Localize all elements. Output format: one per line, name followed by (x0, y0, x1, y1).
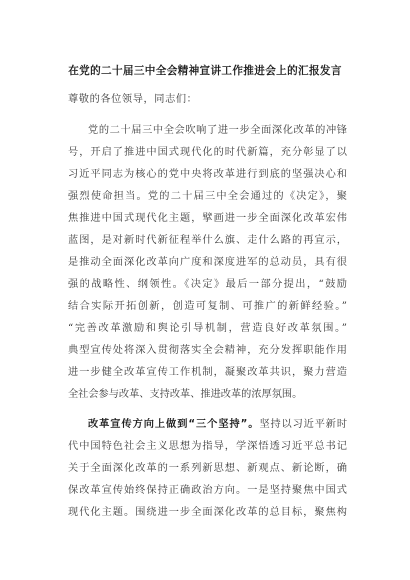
paragraph-line: “完善改革激励和舆论引导机制，营造良好改革氛围。” (68, 323, 347, 334)
paragraph-line: 蓝图，是对新时代新征程举什么旗、走什么路的再宣示， (68, 235, 347, 246)
paragraph-line: 是推动全面深化改革向广度和深度进军的总动员，具有很 (68, 257, 347, 268)
paragraph-line: 进一步健全改革宣传工作机制，凝聚改革共识，聚力营造 (68, 367, 347, 378)
paragraph-line: 党的二十届三中全会吹响了进一步全面深化改革的冲锋 (88, 125, 347, 136)
paragraph-line: 关于全面深化改革的一系列新思想、新观点、新论断，确 (68, 463, 347, 474)
paragraph-lead-line (88, 418, 347, 432)
paragraph-line: 保改革宣传始终保持正确政治方向。一是坚持聚焦中国式 (68, 485, 347, 496)
paragraph-line: 现代化主题。围绕进一步全面深化改革的总目标，聚焦构 (68, 507, 347, 518)
paragraph-line: 全社会参与改革、支持改革、推进改革的浓厚氛围。 (68, 389, 303, 400)
paragraph-line: 习近平同志为核心的党中央将改革进行到底的坚强决心和 (68, 169, 347, 180)
paragraph-line: 结合实际开拓创新，创造可复制、可推广的新鲜经验。” (68, 301, 347, 312)
paragraph-line: 焦推进中国式现代化主题，擘画进一步全面深化改革宏伟 (68, 213, 347, 224)
section-heading: 改革宣传方向上做到“三个坚持”。 (88, 419, 260, 430)
paragraph-text: 坚持以习近平新时 (259, 419, 347, 430)
paragraph-line: 代中国特色社会主义思想为指导，学深悟透习近平总书记 (68, 441, 347, 452)
document-title: 在党的二十届三中全会精神宣讲工作推进会上的汇报发言 (68, 65, 342, 77)
paragraph-line: 强烈使命担当。党的二十届三中全会通过的《决定》，聚 (68, 191, 347, 202)
paragraph-line: 号，开启了推进中国式现代化的时代新篇，充分彰显了以 (68, 147, 347, 158)
paragraph-line: 典型宣传处将深入贯彻落实全会精神，充分发挥职能作用 (68, 345, 347, 356)
salutation: 尊敬的各位领导，同志们： (68, 94, 198, 105)
paragraph-line: 强的战略性、纲领性。《决定》最后一部分提出，“鼓励 (68, 279, 347, 290)
